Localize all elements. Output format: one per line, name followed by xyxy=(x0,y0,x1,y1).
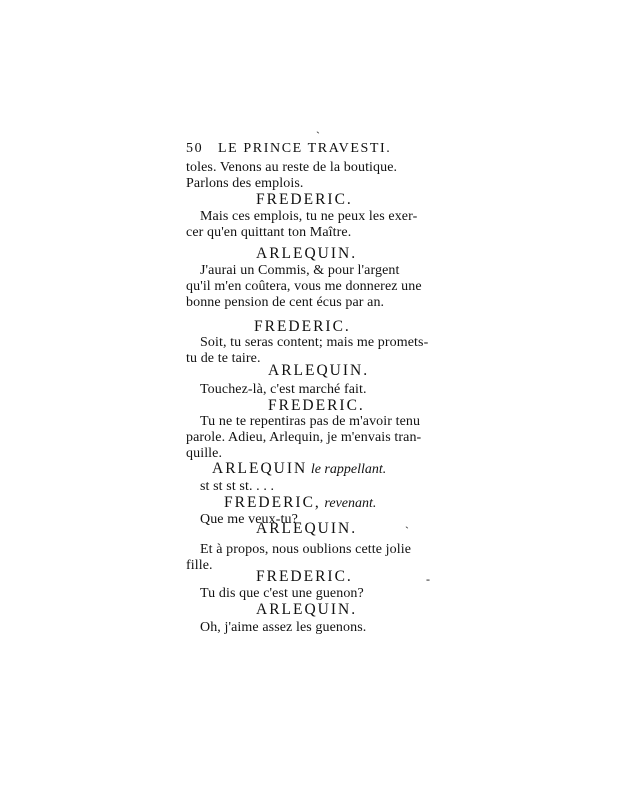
text-line: J'aurai un Commis, & pour l'argent xyxy=(200,263,400,278)
ink-speck: - xyxy=(426,572,430,586)
speaker-arlequin: ARLEQUIN. xyxy=(256,601,358,618)
text-line: Que me veux-tu? xyxy=(200,512,298,527)
speaker-frederic: FREDERIC. xyxy=(254,318,351,335)
ink-speck: ˋ xyxy=(316,129,320,143)
text-line: Oh, j'aime assez les guenons. xyxy=(200,620,367,635)
running-title: LE PRINCE TRAVESTI. xyxy=(218,141,392,156)
speaker-frederic: FREDERIC, xyxy=(224,494,321,511)
speaker-arlequin: ARLEQUIN. xyxy=(256,520,358,537)
stage-direction: revenant. xyxy=(324,496,377,511)
stage-direction: le rappellant. xyxy=(310,462,387,477)
speaker-arlequin: ARLEQUIN. xyxy=(268,362,370,379)
text-line: st st st st. . . . xyxy=(200,479,275,494)
speaker-frederic: FREDERIC. xyxy=(256,191,353,208)
text-line: Tu ne te repentiras pas de m'avoir tenu xyxy=(200,414,421,429)
speaker-arlequin: ARLEQUIN xyxy=(212,460,308,477)
text-line: Soit, tu seras content; mais me promets- xyxy=(200,335,429,350)
text-line: qu'il m'en coûtera, vous me donnerez une xyxy=(186,279,422,294)
text-line: Touchez-là, c'est marché fait. xyxy=(200,382,367,397)
text-line: tu de te taire. xyxy=(186,351,261,366)
text-line: bonne pension de cent écus par an. xyxy=(186,295,385,310)
text-line: fille. xyxy=(186,558,213,573)
text-line: Et à propos, nous oublions cette jolie xyxy=(200,542,412,557)
text-line: parole. Adieu, Arlequin, je m'envais tran- xyxy=(186,430,422,445)
speaker-arlequin: ARLEQUIN. xyxy=(256,245,358,262)
text-line: toles. Venons au reste de la boutique. xyxy=(186,160,398,175)
text-line: cer qu'en quittant ton Maître. xyxy=(186,225,352,240)
text-line: Tu dis que c'est une guenon? xyxy=(200,586,364,601)
ink-speck: ˋ xyxy=(405,524,409,538)
text-line: Mais ces emplois, tu ne peux les exer- xyxy=(200,209,418,224)
speaker-frederic: FREDERIC. xyxy=(256,568,353,585)
text-line: Parlons des emplois. xyxy=(186,176,304,191)
page-number: 50 xyxy=(186,141,204,156)
speaker-frederic: FREDERIC. xyxy=(268,397,365,414)
text-line: quille. xyxy=(186,446,223,461)
stage-direction-line xyxy=(212,460,386,479)
